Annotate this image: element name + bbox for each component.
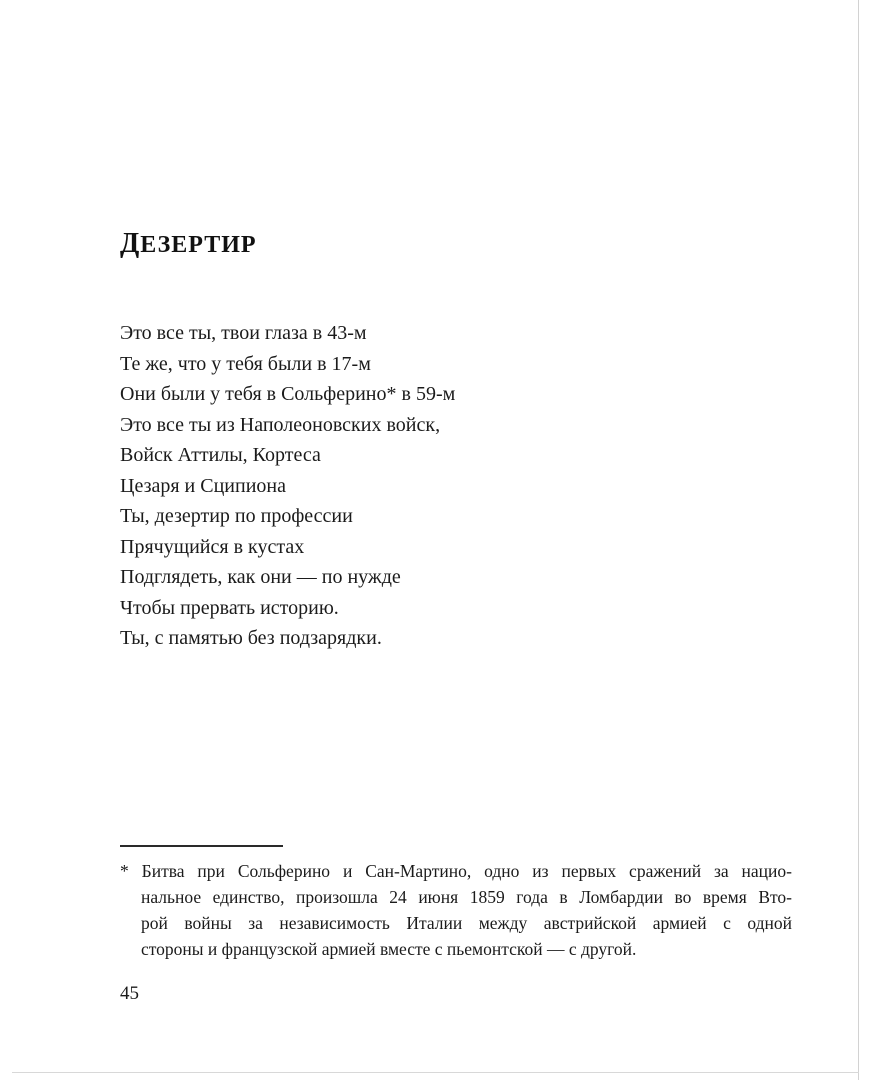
poem-line: Это все ты из Наполеоновских войск,	[120, 413, 441, 436]
poem-line: Цезаря и Сципиона	[120, 474, 286, 497]
poem-line: Те же, что у тебя были в 17-м	[120, 352, 371, 375]
poem-line: Прячущийся в кустах	[120, 535, 305, 558]
footnote-line: * Битва при Сольферино и Сан-Мартино, одно из первых сражений за нацио-	[120, 861, 792, 881]
footnote-divider	[120, 845, 283, 847]
poem-line: Ты, с памятью без подзарядки.	[120, 627, 382, 649]
poem-line: Ты, дезертир по профессии	[120, 505, 353, 527]
footnote-block	[120, 845, 792, 962]
footnote-text	[120, 858, 792, 962]
poem-line: Чтобы прервать историю.	[120, 596, 339, 619]
footnote-line: нальное единство, произошла 24 июня 1859 года в Ломбардии во время Вто-	[141, 887, 792, 907]
page-number: 45	[120, 983, 139, 1004]
poem-title: ДЕЗЕРТИР	[120, 228, 257, 259]
poem-line: Они были у тебя в Сольферино* в 59-м	[120, 383, 456, 405]
poem-line: Войск Аттилы, Кортеса	[120, 444, 321, 466]
scan-edge-right	[858, 0, 859, 1080]
footnote-line: рой войны за независимость Италии между австрийской армией с одной	[141, 913, 792, 933]
poem-line: Подглядеть, как они — по нужде	[120, 566, 401, 588]
footnote-line: стороны и французской армией вместе с пьемонтской — с другой.	[141, 939, 637, 959]
scan-edge-bottom	[12, 1072, 859, 1073]
poem-line: Это все ты, твои глаза в 43-м	[120, 322, 367, 344]
poem-body	[120, 318, 792, 654]
